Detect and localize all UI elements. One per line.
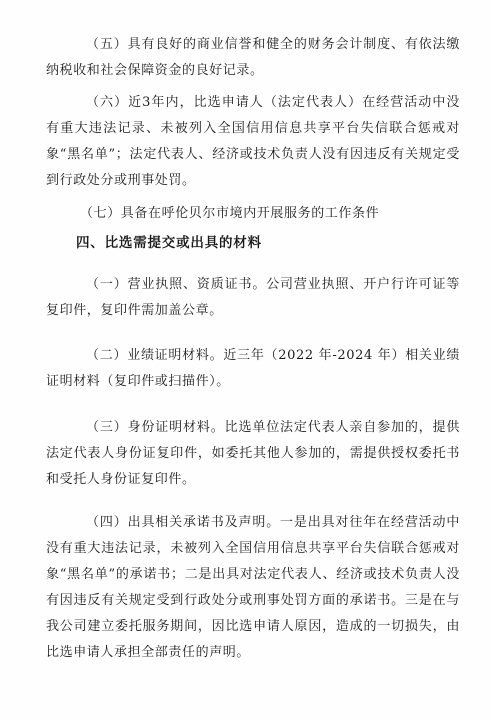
section-4-item-1: （一）营业执照、资质证书。公司营业执照、开户行许可证等复印件，复印件需加盖公章。	[46, 277, 460, 318]
section-4-item-2: （二）业绩证明材料。近三年（2022 年-2024 年）相关业绩证明材料（复印件或扫描件）。	[46, 348, 460, 389]
clause-5: （五）具有良好的商业信誉和健全的财务会计制度、有依法缴纳税收和社会保障资金的良好记录。	[46, 37, 460, 78]
clause-7: （七）具备在呼伦贝尔市境内开展服务的工作条件	[80, 206, 380, 221]
clause-6: （六）近3年内，比选申请人（法定代表人）在经营活动中没有重大违法记录、未被列入全国信用信息共享平台失信联合惩戒对象“黑名单”；法定代表人、经济或技术负责人没有因违反有关规定受到行政处分或刑事处罚。	[46, 95, 460, 188]
section-4-heading: 四、比选需提交或出具的材料	[76, 235, 262, 251]
section-4-item-4: （四）出具相关承诺书及声明。一是出具对往年在经营活动中没有重大违法记录，未被列入全国信用信息共享平台失信联合惩戒对象“黑名单”的承诺书；二是出具对法定代表人、经济或技术负责人没有因违反有关规定受到行政处分或刑事处罚方面的承诺书。三是在与我公司建立委托服务期间，因比选申请人原因，造成的一切损失，由比选申请人承担全部责任的声明。	[46, 515, 460, 660]
section-4-item-3: （三）身份证明材料。比选单位法定代表人亲自参加的，提供法定代表人身份证复印件，如委托其他人参加的，需提供授权委托书和受托人身份证复印件。	[46, 420, 460, 487]
